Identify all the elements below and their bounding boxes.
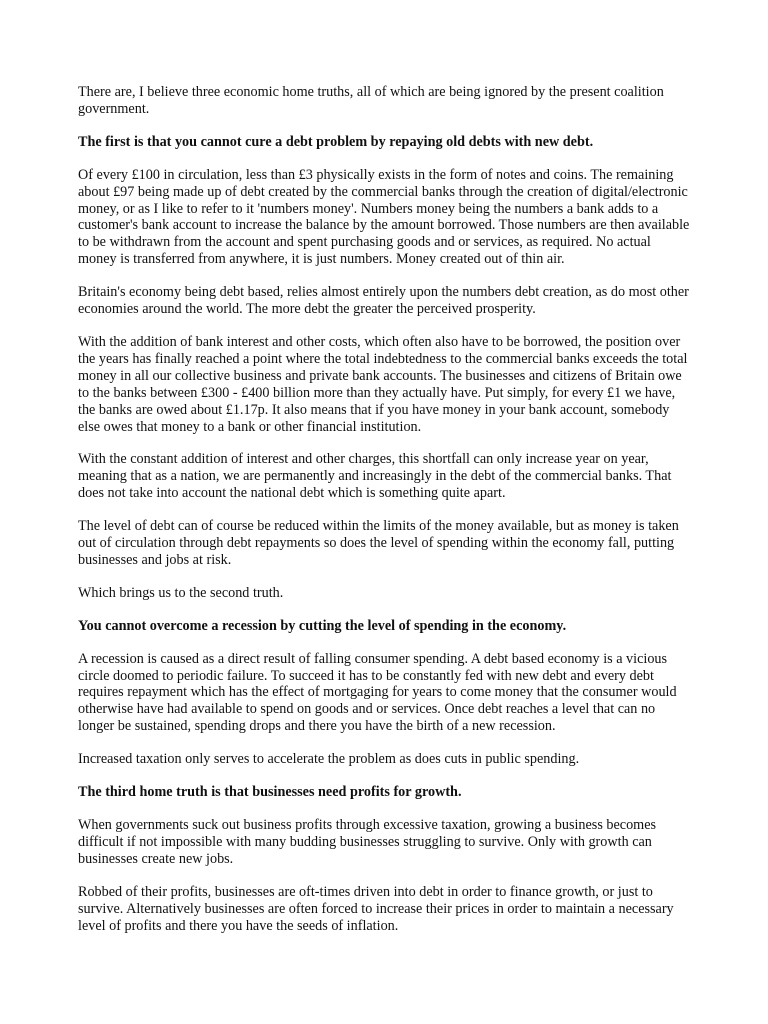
paragraph-money-creation: Of every £100 in circulation, less than £3 physically exists in the form of notes and coins. The remaining about £97 being made up of debt created by the commercial banks through the creation of digital/electronic money, or as I like to refer to it 'numbers money'. Numbers money being the numbers a bank adds to a customer's bank account to increase the balance by the amount borrowed. Those numbers are then available to be withdrawn from the account and spent purchasing goods and or services, as required. No actual money is transferred from anywhere, it is just numbers. Money created out of thin air. [78, 166, 690, 268]
paragraph-indebtedness: With the addition of bank interest and other costs, which often also have to be borrowed, the position over the years has finally reached a point where the total indebtedness to the commercial banks exceeds the total money in all our collective business and private bank accounts. The businesses and citizens of Britain owe to the banks between £300 - £400 billion more than they actually have. Put simply, for every £1 we have, the banks are owed about £1.17p. It also means that if you have money in your bank account, somebody else owes that money to a bank or other financial institution. [78, 333, 688, 435]
paragraph-taxation: Increased taxation only serves to accelerate the problem as does cuts in public spending. [78, 751, 580, 768]
paragraph-business-profits: When governments suck out business profits through excessive taxation, growing a business becomes difficult if not impossible with many budding businesses struggling to survive. Only with growth can businesses create new jobs. [78, 817, 657, 867]
paragraph-debt-based-economy: Britain's economy being debt based, relies almost entirely upon the numbers debt creation, as do most other economies around the world. The more debt the greater the perceived prosperity. [78, 284, 689, 318]
paragraph-recession-cause: A recession is caused as a direct result of falling consumer spending. A debt based economy is a vicious circle doomed to periodic failure. To succeed it has to be constantly fed with new debt and every debt requires repayment which has the effect of mortgaging for years to come money that the consumer would otherwise have had available to spend on goods and or services. Once debt reaches a level that can no longer be sustained, spending drops and there you have the birth of a new recession. [78, 650, 677, 735]
paragraph-inflation: Robbed of their profits, businesses are oft-times driven into debt in order to finance growth, or just to survive. Alternatively businesses are often forced to increase their prices in order to maintain a necessary level of profits and there you have the seeds of inflation. [78, 883, 674, 934]
paragraph-intro: There are, I believe three economic home truths, all of which are being ignored by the present coalition government. [78, 84, 664, 117]
heading-third-truth: The third home truth is that businesses need profits for growth. [78, 784, 462, 801]
document-page [78, 84, 690, 950]
paragraph-shortfall: With the constant addition of interest and other charges, this shortfall can only increase year on year, meaning that as a nation, we are permanently and increasingly in the debt of the commercial banks. That does not take into account the national debt which is something quite apart. [78, 451, 672, 502]
paragraph-transition-second-truth: Which brings us to the second truth. [78, 584, 284, 601]
heading-second-truth: You cannot overcome a recession by cutting the level of spending in the economy. [78, 617, 567, 634]
paragraph-debt-reduction: The level of debt can of course be reduced within the limits of the money available, but as money is taken out of circulation through debt repayments so does the level of spending within the economy fall, putting businesses and jobs at risk. [78, 518, 679, 568]
heading-first-truth: The first is that you cannot cure a debt problem by repaying old debts with new debt. [78, 133, 594, 150]
